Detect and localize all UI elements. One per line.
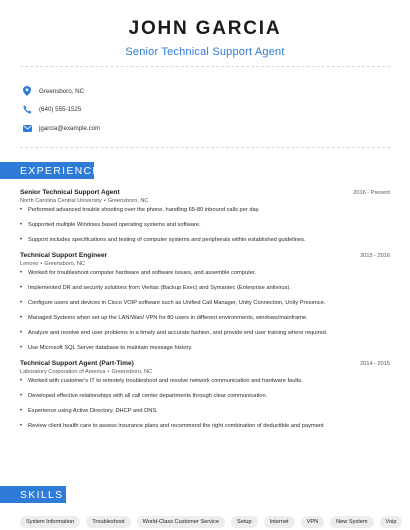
- list-item: • Worked with customer's IT to remotely troubleshoot and resolve network communication and hardware faults.: [20, 378, 390, 385]
- job-entry: [20, 360, 390, 430]
- experience-section-header: [0, 162, 101, 179]
- job-entry-dates: 2015 - 2016: [360, 253, 390, 259]
- job-entry-dates: 2016 - Present: [353, 190, 390, 196]
- job-entry-company: Lenovo: [20, 261, 39, 267]
- skill-chip: Internet: [264, 516, 295, 528]
- job-entry-employer: [20, 369, 390, 375]
- contact-list: [22, 82, 100, 138]
- skill-chip: New System: [330, 516, 373, 528]
- contact-location-text: Greensboro, NC: [39, 87, 85, 95]
- job-entry: [20, 189, 390, 244]
- job-entry-bullets: [20, 207, 390, 244]
- job-entry-location: Greensboro, NC: [44, 261, 86, 267]
- skill-chip: VPN: [301, 516, 325, 528]
- job-entry-title: Technical Support Engineer: [20, 252, 108, 259]
- location-pin-icon: [22, 86, 32, 96]
- job-entry-location: Greensboro, NC: [111, 369, 153, 375]
- list-item: • Managed Systems when set up the LAN/Wan/ VPN for 80 users in different environments, windows/mainframe.: [20, 315, 390, 322]
- contact-email: [22, 119, 100, 137]
- header-divider: [20, 66, 390, 67]
- job-entry-location: Greensboro, NC: [107, 198, 149, 204]
- job-title-headline: Senior Technical Support Agent: [125, 46, 285, 58]
- separator-dot: •: [103, 198, 106, 204]
- job-entry-employer: [20, 261, 390, 267]
- contact-phone: [22, 101, 100, 119]
- skill-chip: System Information: [20, 516, 80, 528]
- job-entry-title: Technical Support Agent (Part-Time): [20, 360, 134, 367]
- list-item: • Configure users and devices in Cisco VOIP software such as Unified Call Manager, Unity Connection, Unity Presence.: [20, 300, 390, 307]
- list-item: • Use Microsoft SQL Server database to maintain message history.: [20, 345, 390, 352]
- skills-section-header: [0, 486, 66, 503]
- job-entry-bullets: [20, 270, 390, 352]
- phone-icon: [22, 105, 32, 115]
- resume-header: [0, 0, 410, 58]
- job-entry-bullets: [20, 378, 390, 430]
- skill-chip: World-Class Customer Service: [137, 516, 225, 528]
- list-item: • Supported multiple Windows based operating systems and software.: [20, 222, 390, 229]
- list-item: • Worked for troubleshoot computer hardware and software issues, and assemble computer.: [20, 270, 390, 277]
- email-icon: [22, 123, 32, 133]
- skills-list: [20, 516, 400, 528]
- experience-heading: EXPERIENCE: [20, 164, 101, 177]
- list-item: • Review client health care to assess insurance plans and recommend the right combination of deductible and payment: [20, 423, 390, 430]
- contact-phone-text: (640) 555-1525: [39, 106, 82, 113]
- job-entry-company: North Carolina Central University: [20, 198, 102, 204]
- list-item: • Implemented DR and security solutions from Veritas (Backup Exec) and Symantec (Enterprise antivirus).: [20, 285, 390, 292]
- separator-dot: •: [107, 369, 110, 375]
- skill-chip: Troubleshoot: [86, 516, 130, 528]
- experience-list: [20, 189, 390, 438]
- list-item: • Performed advanced trouble shooting over the phone, handling 65-80 inbound calls per day.: [20, 207, 390, 214]
- job-entry-dates: 2014 - 2015: [360, 361, 390, 367]
- separator-dot: •: [40, 261, 43, 267]
- job-entry: [20, 252, 390, 352]
- contact-email-text[interactable]: jgarcia@example.com: [39, 124, 101, 132]
- contact-divider: [20, 147, 390, 148]
- skill-chip: Voip: [380, 516, 403, 528]
- list-item: • Support includes specifications and testing of computer systems and peripherals within established guidelines.: [20, 237, 390, 244]
- job-entry-company: Laboratory Corporation of America: [20, 369, 106, 375]
- list-item: • Analyze and resolve end user problems in a timely and accurate fashion, and provide end user training where required.: [20, 330, 390, 337]
- contact-location: [22, 82, 100, 100]
- skills-heading: SKILLS: [20, 488, 64, 501]
- list-item: • Experience using Active Directory, DHCP and DNS.: [20, 408, 390, 415]
- list-item: • Developed effective relationships with all call center departments through clear communication.: [20, 393, 390, 400]
- candidate-name: JOHN GARCIA: [128, 18, 282, 39]
- job-entry-title: Senior Technical Support Agent: [20, 189, 120, 196]
- skill-chip: Setup: [231, 516, 258, 528]
- job-entry-employer: [20, 198, 390, 204]
